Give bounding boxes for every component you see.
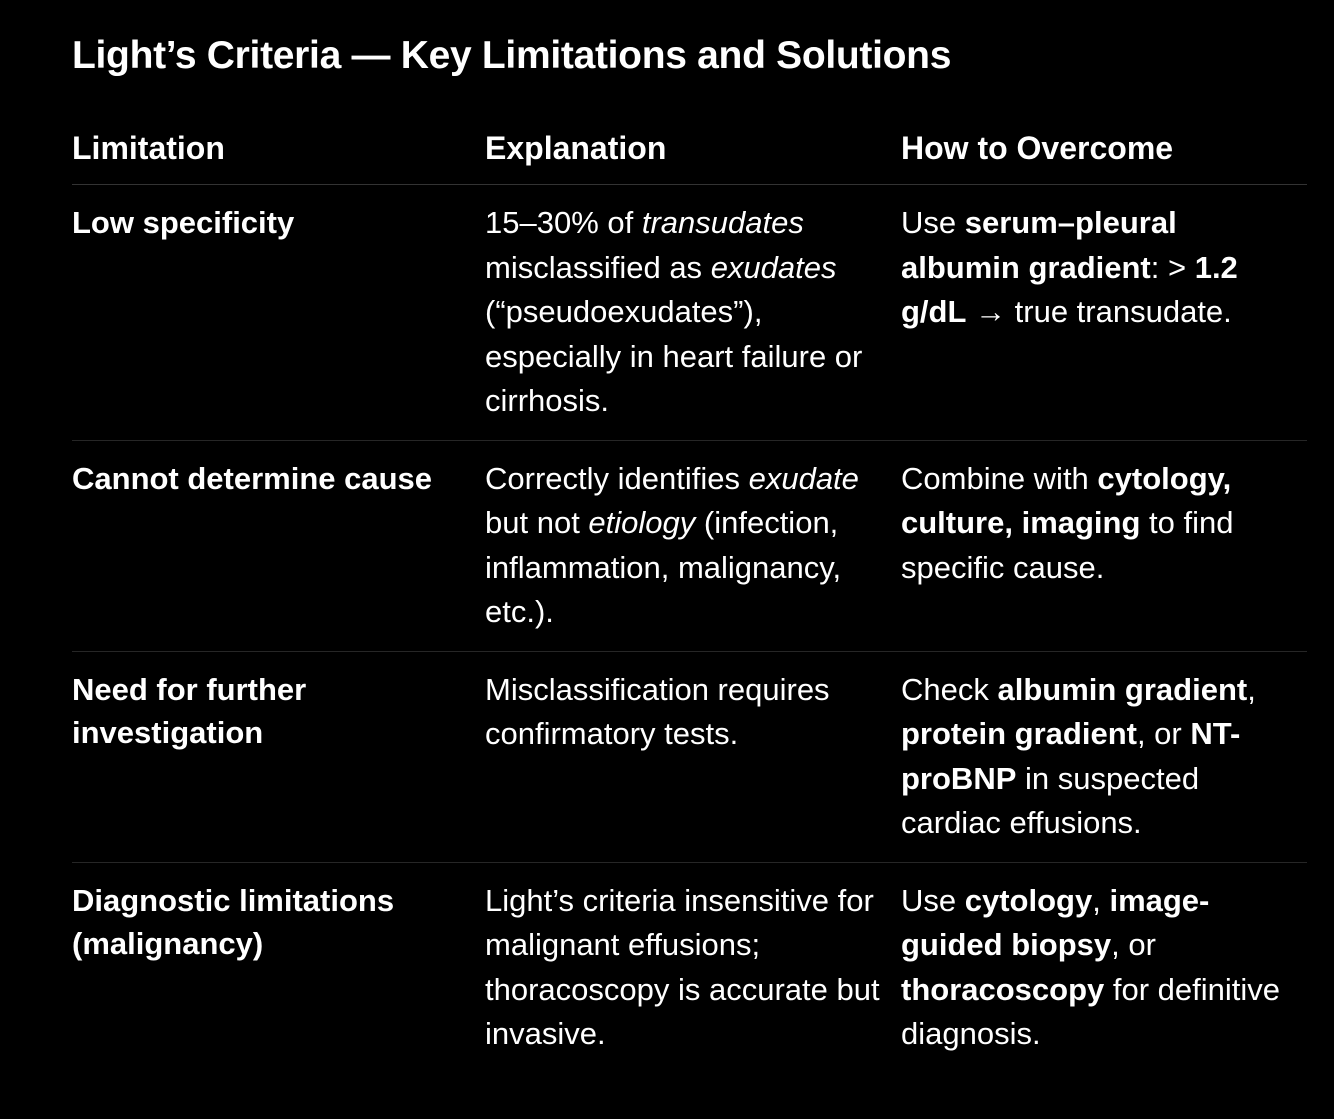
document-page <box>72 32 1307 1073</box>
table-row <box>72 185 1307 441</box>
text-run: Use <box>901 882 965 918</box>
text-run: misclassified as <box>485 249 711 285</box>
text-run: , <box>1247 671 1256 707</box>
text-run: : > <box>1150 249 1195 285</box>
text-run: (infection, inflammation, malignancy, etc.). <box>485 505 842 629</box>
table-row <box>72 862 1307 1073</box>
text-run: Correctly identifies <box>485 460 749 496</box>
overcome-cell <box>901 651 1307 862</box>
bold-term: albumin gradient <box>997 671 1248 707</box>
bold-term: NT-proBNP <box>901 716 1241 796</box>
table-row <box>72 651 1307 862</box>
text-run: Use <box>901 205 965 240</box>
bold-term: cytology <box>964 882 1093 918</box>
text-run: Misclassification requires confirmatory tests. <box>485 671 830 751</box>
italic-term: transudates <box>641 205 804 240</box>
explanation-cell <box>485 862 901 1073</box>
text-run: , or <box>1111 927 1156 962</box>
bold-term: protein gradient <box>901 716 1137 751</box>
page-title: Light’s Criteria — Key Limitations and Solutions <box>72 34 952 77</box>
text-run: Combine with <box>901 460 1098 496</box>
text-run: , <box>1092 882 1110 918</box>
text-run: but not <box>485 505 589 540</box>
bold-term: serum–pleural albumin gradient <box>901 205 1177 285</box>
limitation-cell: Diagnostic limitations (malignancy) <box>72 882 395 961</box>
table-row <box>72 440 1307 651</box>
column-header-limitation: Limitation <box>72 126 485 185</box>
explanation-cell <box>485 185 901 441</box>
italic-term: exudates <box>710 249 837 285</box>
text-run: (“pseudoexudates”), especially in heart failure or cirrhosis. <box>485 294 863 418</box>
table-header-row <box>72 126 1307 185</box>
explanation-cell <box>485 440 901 651</box>
text-run: in suspected cardiac effusions. <box>901 760 1200 840</box>
limitation-cell: Low specificity <box>72 185 485 441</box>
text-run: → true transudate. <box>966 294 1232 329</box>
bold-term: cytology, culture, imaging <box>901 460 1232 540</box>
text-run: Check <box>901 671 998 707</box>
text-run: 15–30% of <box>485 205 642 240</box>
limitations-table <box>72 126 1307 1073</box>
column-header-how-to-overcome: How to Overcome <box>901 126 1307 185</box>
bold-term: thoracoscopy <box>901 971 1105 1007</box>
column-header-explanation: Explanation <box>485 126 901 185</box>
explanation-cell <box>485 651 901 862</box>
bold-term: 1.2 g/dL <box>901 249 1238 329</box>
text-run: , or <box>1136 716 1191 751</box>
italic-term: exudate <box>748 460 859 496</box>
overcome-cell <box>901 440 1307 651</box>
bold-term: image-guided biopsy <box>901 882 1210 962</box>
overcome-cell <box>901 862 1307 1073</box>
text-run: Light’s criteria insensitive for malignant effusions; thoracoscopy is accurate but invasive. <box>485 882 880 1051</box>
text-run: for definitive diagnosis. <box>901 971 1281 1051</box>
limitation-cell: Need for further investigation <box>72 651 485 862</box>
text-run: to find specific cause. <box>901 505 1234 585</box>
overcome-cell <box>901 185 1307 441</box>
limitation-cell: Cannot determine cause <box>72 440 485 651</box>
italic-term: etiology <box>588 505 696 540</box>
